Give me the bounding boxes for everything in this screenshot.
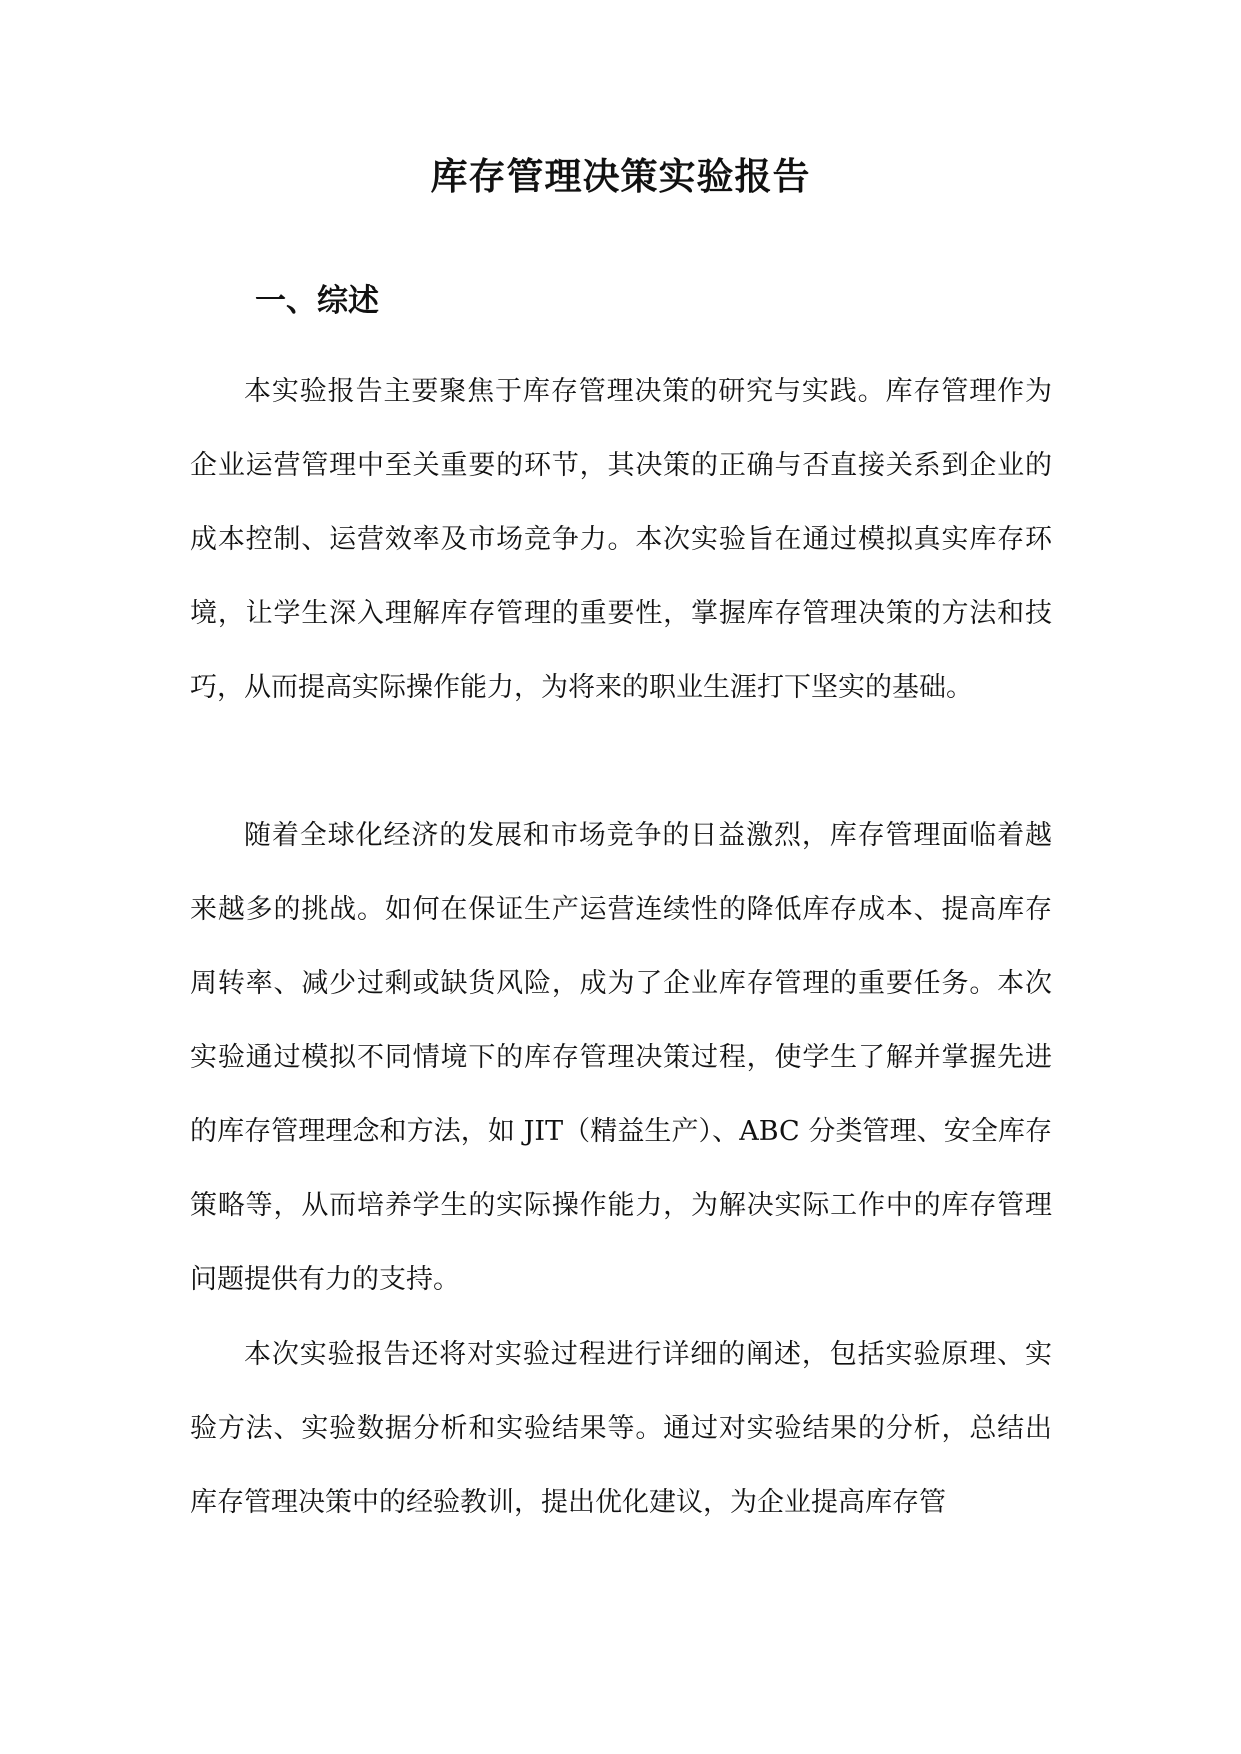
paragraph-2: 随着全球化经济的发展和市场竞争的日益激烈，库存管理面临着越来越多的挑战。如何在保证生产运营连续性的降低库存成本、提高库存周转率、减少过剩或缺货风险，成为了企业库存管理的重要任务。本次实验通过模拟不同情境下的库存管理决策过程，使学生了解并掌握先进的库存管理理念和方法，如 JIT（精益生产）、ABC 分类管理、安全库存策略等，从而培养学生的实际操作能力，为解决实际工作中的库存管理问题提供有力的支持。 — [190, 820, 1052, 1295]
section-heading: 一、综述 — [255, 283, 379, 319]
paragraph-1: 本实验报告主要聚焦于库存管理决策的研究与实践。库存管理作为企业运营管理中至关重要的环节，其决策的正确与否直接关系到企业的成本控制、运营效率及市场竞争力。本次实验旨在通过模拟真实库存环境，让学生深入理解库存管理的重要性，掌握库存管理决策的方法和技巧，从而提高实际操作能力，为将来的职业生涯打下坚实的基础。 — [190, 376, 1052, 703]
paragraph-3: 本次实验报告还将对实验过程进行详细的阐述，包括实验原理、实验方法、实验数据分析和实验结果等。通过对实验结果的分析，总结出库存管理决策中的经验教训，提出优化建议，为企业提高库存管 — [190, 1339, 1052, 1518]
document-title: 库存管理决策实验报告 — [430, 154, 811, 198]
